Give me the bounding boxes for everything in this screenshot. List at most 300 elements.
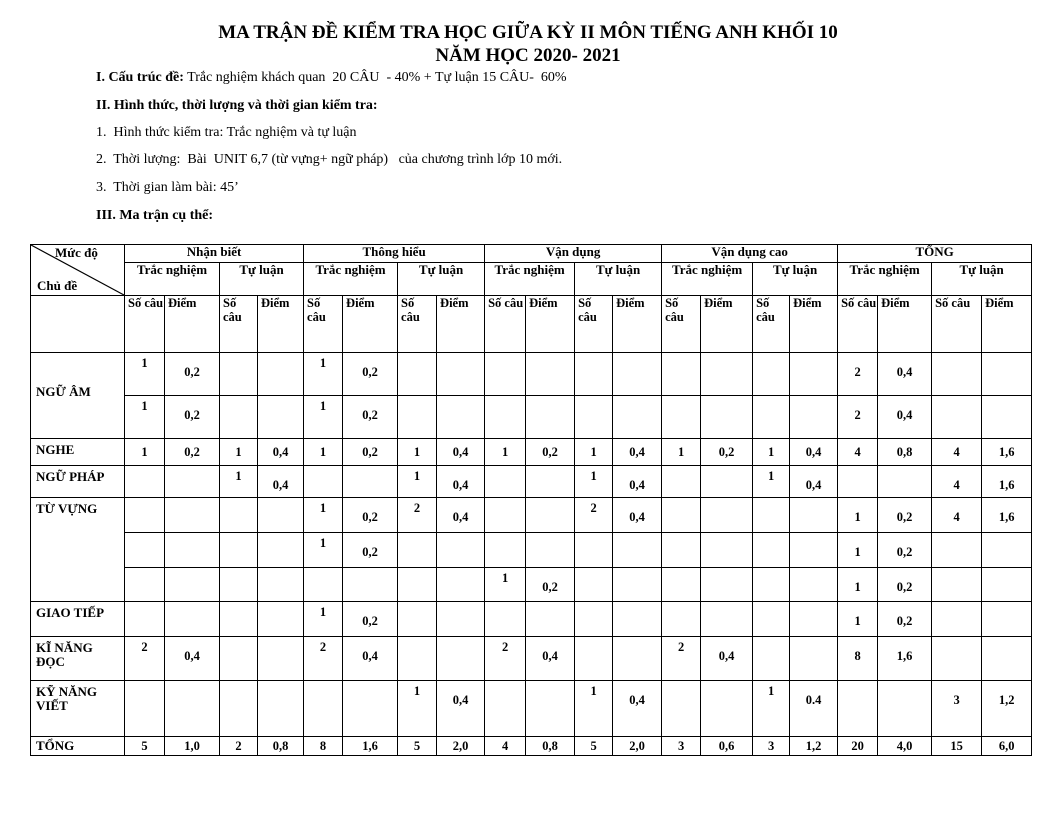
cell-value: 1 (413, 445, 421, 459)
type-header-essay: Tự luận (753, 263, 838, 296)
score-cell (790, 353, 838, 396)
cell-value (701, 533, 752, 545)
count-cell (662, 498, 701, 533)
cell-value (613, 568, 661, 580)
count-cell (753, 602, 790, 637)
col-header-so-cau: Số câu (125, 296, 165, 353)
cell-value: 0,4 (184, 649, 200, 663)
score-cell (258, 637, 304, 681)
cell-value: 0,2 (362, 445, 378, 459)
cell-value: 1 (141, 399, 148, 413)
count-cell (575, 681, 613, 737)
topic-cell: NGỮ PHÁP (31, 466, 125, 498)
document-title: MA TRẬN ĐỀ KIỂM TRA HỌC GIỮA KỲ II MÔN TIẾNG ANH KHỐI 10 (218, 22, 838, 43)
col-header-diem: Điểm (982, 296, 1032, 353)
cell-value (220, 498, 257, 501)
count-cell (220, 439, 258, 466)
score-cell (701, 353, 753, 396)
cell-value (485, 396, 525, 399)
score-cell (437, 498, 485, 533)
cell-value: 1 (854, 545, 861, 559)
cell-value (220, 568, 257, 571)
cell-value: 4 (854, 445, 861, 459)
count-cell (125, 681, 165, 737)
total-count-cell: 4 (485, 737, 526, 756)
cell-value: 1 (767, 469, 775, 483)
cell-value (662, 498, 700, 501)
total-score-cell: 1,2 (790, 737, 838, 756)
score-cell (526, 637, 575, 681)
count-cell (220, 568, 258, 602)
count-cell (304, 681, 343, 737)
cell-value (753, 396, 789, 399)
cell-value (258, 396, 303, 408)
count-cell (932, 353, 982, 396)
col-header-so-cau: Số câu (304, 296, 343, 353)
score-cell (790, 637, 838, 681)
score-cell (878, 466, 932, 498)
cell-value (343, 568, 397, 580)
topic-cell: NGHE (31, 439, 125, 466)
score-cell (526, 439, 575, 466)
cell-value (437, 533, 484, 545)
level-header: TỔNG (838, 245, 1032, 263)
cell-value (258, 498, 303, 510)
cell-value: 1 (319, 445, 327, 459)
score-cell (790, 498, 838, 533)
count-cell (838, 353, 878, 396)
col-header-diem: Điểm (701, 296, 753, 353)
total-score-cell: 6,0 (982, 737, 1032, 756)
cell-value: 2 (319, 640, 327, 654)
count-cell (575, 602, 613, 637)
cell-value: 0,2 (362, 545, 378, 559)
cell-value: 0,4 (362, 649, 378, 663)
corner-topic-label: Chủ đề (37, 278, 78, 293)
cell-value: 0,2 (184, 365, 200, 379)
level-header: Vận dụng cao (662, 245, 838, 263)
cell-value: 0,2 (184, 408, 200, 422)
count-cell (753, 466, 790, 498)
count-cell (753, 498, 790, 533)
count-cell (304, 568, 343, 602)
cell-value: 2 (501, 640, 509, 654)
cell-value (662, 396, 700, 399)
cell-value: 0,4 (452, 693, 469, 707)
score-cell (526, 602, 575, 637)
cell-value (982, 568, 1031, 580)
score-cell (258, 568, 304, 602)
cell-value: 0,4 (272, 478, 289, 492)
total-count-cell: 20 (838, 737, 878, 756)
count-cell (932, 602, 982, 637)
table-row (31, 681, 1032, 737)
score-cell (343, 602, 398, 637)
total-score-cell: 0,6 (701, 737, 753, 756)
total-score-cell: 0,8 (526, 737, 575, 756)
cell-value: 0,4 (629, 693, 645, 707)
cell-value (485, 533, 525, 536)
score-cell (701, 681, 753, 737)
col-header-diem: Điểm (343, 296, 398, 353)
count-cell (125, 602, 165, 637)
type-header-multiple-choice: Trắc nghiệm (125, 263, 220, 296)
count-cell (932, 439, 982, 466)
score-cell (982, 439, 1032, 466)
score-cell (343, 439, 398, 466)
score-cell (343, 466, 398, 498)
cell-value: 1 (854, 614, 861, 628)
cell-value: 1 (677, 445, 685, 459)
count-cell (398, 353, 437, 396)
col-header-so-cau: Số câu (932, 296, 982, 353)
count-cell (485, 602, 526, 637)
cell-value: 0,2 (718, 445, 735, 459)
count-cell (662, 466, 701, 498)
cell-value (575, 353, 612, 356)
count-cell (220, 498, 258, 533)
document-subtitle: NĂM HỌC 2020- 2021 (435, 45, 621, 66)
score-cell (982, 353, 1032, 396)
cell-value: 0,4 (629, 445, 645, 459)
total-count-cell: 15 (932, 737, 982, 756)
cell-value (982, 637, 1031, 649)
count-cell (838, 602, 878, 637)
score-cell (526, 568, 575, 602)
count-cell (304, 602, 343, 637)
cell-value: 2 (677, 640, 685, 654)
score-cell (343, 396, 398, 439)
table-row (31, 533, 1032, 568)
score-cell (982, 568, 1032, 602)
cell-value (662, 681, 700, 684)
score-cell (165, 602, 220, 637)
count-cell (753, 681, 790, 737)
cell-value (125, 498, 164, 501)
score-cell (701, 466, 753, 498)
score-cell (526, 353, 575, 396)
cell-value (982, 353, 1031, 365)
score-cell (613, 439, 662, 466)
cell-value (982, 602, 1031, 614)
cell-value: 1,6 (998, 445, 1015, 459)
cell-value (932, 533, 981, 545)
col-header-diem: Điểm (437, 296, 485, 353)
cell-value: 0,2 (896, 580, 913, 594)
score-cell (878, 637, 932, 681)
score-cell (258, 498, 304, 533)
count-cell (125, 637, 165, 681)
cell-value: 4 (953, 510, 960, 524)
cell-value (575, 602, 612, 605)
cell-value: 0,4 (805, 445, 822, 459)
cell-value (220, 637, 257, 640)
cell-value: 8 (854, 649, 861, 663)
cell-value (343, 681, 397, 693)
count-cell (932, 681, 982, 737)
cell-value (485, 353, 525, 356)
cell-value (437, 637, 484, 649)
cell-value: 1 (319, 501, 327, 515)
score-cell (343, 568, 398, 602)
cell-value (753, 568, 789, 571)
score-cell (701, 637, 753, 681)
type-header-essay: Tự luận (220, 263, 304, 296)
cell-value (398, 602, 436, 605)
count-cell (398, 466, 437, 498)
score-cell (613, 353, 662, 396)
total-count-cell: 5 (125, 737, 165, 756)
cell-value (982, 396, 1031, 408)
cell-value (437, 568, 484, 580)
cell-value: 2 (854, 365, 861, 379)
count-cell (485, 498, 526, 533)
cell-value (790, 396, 837, 408)
cell-value (701, 466, 752, 478)
col-header-diem: Điểm (165, 296, 220, 353)
score-cell (165, 396, 220, 439)
score-cell (165, 353, 220, 396)
cell-value: 0,4 (629, 478, 645, 492)
cell-value: 1 (590, 445, 597, 459)
cell-value (790, 637, 837, 649)
table-row (31, 568, 1032, 602)
cell-value (790, 498, 837, 510)
cell-value (220, 681, 257, 684)
cell-value: 1 (413, 684, 421, 698)
structure-label: I. Cấu trúc đề: (96, 70, 184, 85)
cell-value (398, 353, 436, 356)
count-cell (753, 637, 790, 681)
cell-value: 1 (854, 580, 861, 594)
cell-value: 1 (767, 684, 775, 698)
count-cell (575, 396, 613, 439)
cell-value (932, 396, 981, 408)
count-cell (125, 568, 165, 602)
count-cell (304, 396, 343, 439)
score-cell (343, 498, 398, 533)
topic-cell: TỪ VỰNG (31, 498, 125, 602)
cell-value: 0,2 (362, 365, 378, 379)
total-count-cell: 5 (398, 737, 437, 756)
cell-value (398, 396, 436, 399)
cell-value: 0,2 (542, 445, 558, 459)
score-cell (878, 681, 932, 737)
count-cell (398, 568, 437, 602)
score-cell (982, 466, 1032, 498)
cell-value (878, 466, 931, 478)
cell-value (220, 602, 257, 605)
score-cell (613, 498, 662, 533)
level-header: Thông hiểu (304, 245, 485, 263)
count-cell (304, 439, 343, 466)
score-cell (258, 396, 304, 439)
cell-value (526, 353, 574, 365)
count-cell (575, 533, 613, 568)
count-cell (125, 439, 165, 466)
cell-value (613, 602, 661, 614)
cell-value: 0,2 (896, 510, 913, 524)
score-cell (613, 681, 662, 737)
item-3: 3. Thời gian làm bài: 45’ (96, 180, 239, 195)
count-cell (220, 602, 258, 637)
count-cell (125, 533, 165, 568)
score-cell (258, 602, 304, 637)
score-cell (982, 637, 1032, 681)
score-cell (613, 396, 662, 439)
count-cell (662, 602, 701, 637)
count-cell (575, 353, 613, 396)
cell-value (258, 681, 303, 693)
cell-value (258, 353, 303, 365)
cell-value (662, 466, 700, 469)
cell-value (701, 353, 752, 365)
score-cell (526, 396, 575, 439)
cell-value (437, 602, 484, 614)
col-header-diem: Điểm (258, 296, 304, 353)
cell-value (125, 602, 164, 605)
level-header: Nhận biết (125, 245, 304, 263)
count-cell (304, 466, 343, 498)
count-cell (220, 466, 258, 498)
count-cell (485, 568, 526, 602)
type-header-essay: Tự luận (932, 263, 1032, 296)
count-cell (575, 498, 613, 533)
cell-value: 0,8 (896, 445, 913, 459)
cell-value (304, 681, 342, 684)
score-cell (613, 533, 662, 568)
total-row (31, 737, 1032, 756)
count-cell (575, 637, 613, 681)
col-header-so-cau: Số câu (838, 296, 878, 353)
count-cell (753, 533, 790, 568)
cell-value (220, 533, 257, 536)
cell-value (838, 466, 877, 478)
cell-value: 0,2 (362, 614, 378, 628)
score-cell (526, 466, 575, 498)
table-row (31, 498, 1032, 533)
cell-value: 0,2 (542, 580, 558, 594)
section-2-heading: II. Hình thức, thời lượng và thời gian kiểm tra: (96, 98, 378, 113)
table-row (31, 637, 1032, 681)
cell-value (982, 533, 1031, 545)
cell-value (485, 466, 525, 469)
topic-cell: NGỮ ÂM (31, 353, 125, 439)
score-cell (437, 637, 485, 681)
matrix-table (30, 244, 1032, 756)
topic-cell: GIAO TIẾP (31, 602, 125, 637)
cell-value: 0,4 (542, 649, 558, 663)
cell-value (258, 602, 303, 614)
cell-value: 0,2 (362, 408, 378, 422)
cell-value (258, 568, 303, 580)
score-cell (878, 568, 932, 602)
cell-value: 0,2 (362, 510, 378, 524)
cell-value (398, 568, 436, 571)
cell-value: 0,4 (718, 649, 735, 663)
count-cell (125, 396, 165, 439)
cell-value (304, 568, 342, 571)
count-cell (932, 637, 982, 681)
cell-value (125, 466, 164, 469)
cell-value (662, 568, 700, 571)
count-cell (485, 681, 526, 737)
col-header-so-cau: Số câu (398, 296, 437, 353)
cell-value (258, 533, 303, 545)
score-cell (437, 568, 485, 602)
cell-value: 1 (590, 469, 597, 483)
level-header: Vận dụng (485, 245, 662, 263)
total-score-cell: 0,8 (258, 737, 304, 756)
count-cell (838, 637, 878, 681)
cell-value: 1,6 (998, 510, 1015, 524)
count-cell (932, 498, 982, 533)
cell-value (526, 396, 574, 408)
cell-value: 3 (953, 693, 960, 707)
count-cell (932, 466, 982, 498)
score-cell (878, 602, 932, 637)
cell-value: 0.4 (805, 693, 822, 707)
cell-value (878, 681, 931, 693)
cell-value (220, 353, 257, 356)
count-cell (575, 439, 613, 466)
score-cell (790, 439, 838, 466)
cell-value (662, 533, 700, 536)
cell-value (790, 602, 837, 614)
total-count-cell: 3 (662, 737, 701, 756)
cell-value (790, 568, 837, 580)
cell-value (701, 396, 752, 408)
score-cell (437, 681, 485, 737)
cell-value (932, 353, 981, 365)
cell-value (790, 353, 837, 365)
score-cell (343, 533, 398, 568)
col-header-so-cau: Số câu (662, 296, 701, 353)
count-cell (485, 353, 526, 396)
topic-cell: KỸ NĂNG VIẾT (31, 681, 125, 737)
cell-value (125, 681, 164, 684)
cell-value: 1,6 (896, 649, 913, 663)
cell-value: 0,4 (452, 510, 469, 524)
count-cell (838, 568, 878, 602)
cell-value: 1 (590, 684, 597, 698)
count-cell (220, 681, 258, 737)
total-score-cell: 2,0 (437, 737, 485, 756)
count-cell (838, 466, 878, 498)
cell-value (165, 568, 219, 580)
score-cell (526, 533, 575, 568)
score-cell (165, 533, 220, 568)
score-cell (165, 637, 220, 681)
score-cell (701, 602, 753, 637)
cell-value (753, 637, 789, 640)
cell-value (753, 533, 789, 536)
count-cell (753, 568, 790, 602)
count-cell (662, 568, 701, 602)
count-cell (398, 602, 437, 637)
cell-value (485, 681, 525, 684)
count-cell (398, 396, 437, 439)
count-cell (304, 637, 343, 681)
cell-value: 1 (319, 399, 327, 413)
cell-value: 0,2 (184, 445, 200, 459)
cell-value: 2 (413, 501, 421, 515)
count-cell (220, 637, 258, 681)
cell-value (575, 637, 612, 640)
count-cell (485, 533, 526, 568)
count-cell (125, 498, 165, 533)
count-cell (398, 681, 437, 737)
